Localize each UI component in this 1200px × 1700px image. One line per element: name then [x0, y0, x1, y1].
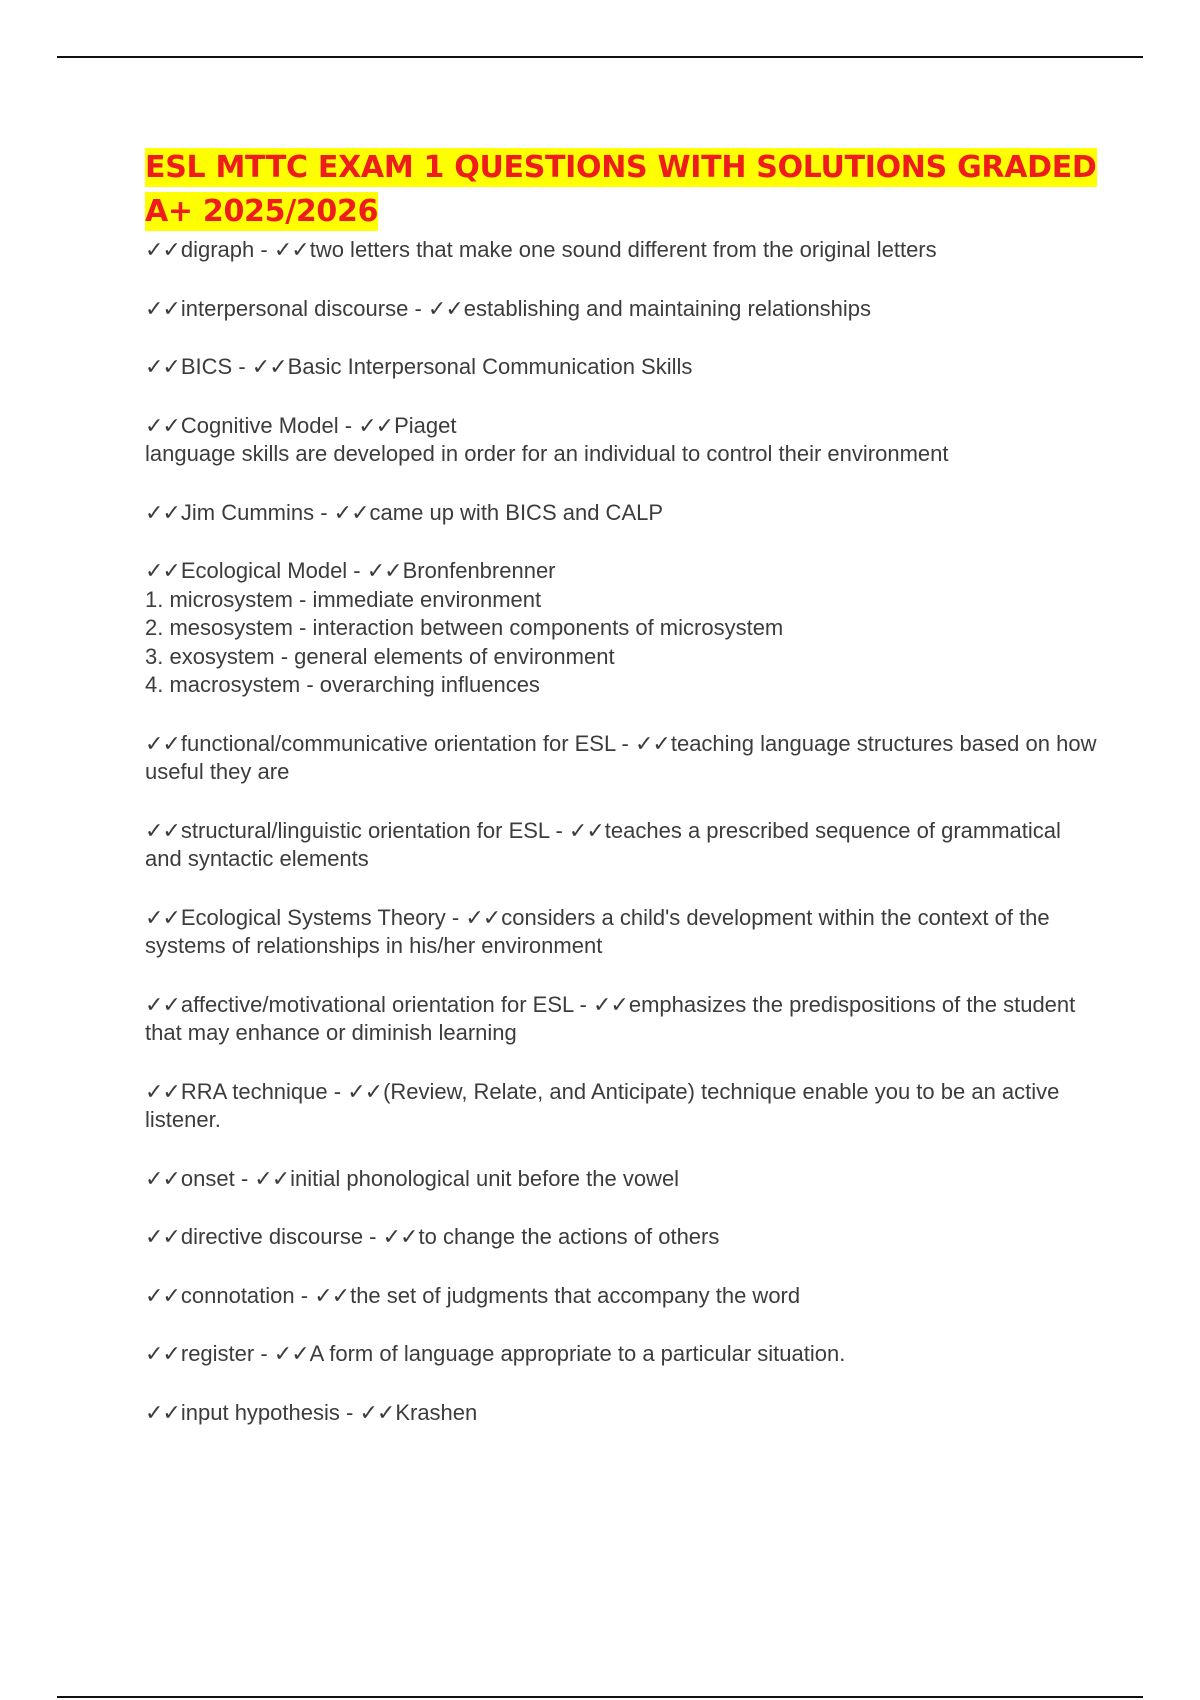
qa-definition: Krashen — [395, 1399, 478, 1425]
qa-separator: - — [294, 1282, 315, 1308]
document-title — [145, 146, 1100, 234]
qa-entry-main-line — [145, 991, 1100, 1048]
qa-entry — [145, 1399, 1100, 1428]
checkmark-icon: ✓✓ — [145, 1341, 180, 1366]
checkmark-icon: ✓✓ — [359, 1399, 395, 1425]
checkmark-icon: ✓✓ — [145, 558, 180, 583]
qa-separator: - — [232, 354, 252, 379]
qa-entry — [145, 817, 1100, 874]
checkmark-icon: ✓✓ — [145, 1224, 180, 1249]
qa-separator: - — [363, 1224, 383, 1249]
checkmark-icon: ✓✓ — [145, 730, 180, 756]
checkmark-icon: ✓✓ — [273, 237, 309, 262]
checkmark-icon: ✓✓ — [145, 499, 180, 525]
qa-entry-main-line — [145, 236, 1100, 265]
qa-entry — [145, 730, 1100, 787]
checkmark-icon: ✓✓ — [568, 817, 604, 843]
qa-term: Jim Cummins — [180, 499, 315, 525]
qa-term: Cognitive Model — [180, 412, 339, 438]
qa-entry-main-line — [145, 730, 1100, 787]
qa-entry-main-line — [145, 557, 1100, 586]
qa-definition: A form of language appropriate to a particular situation. — [309, 1341, 846, 1366]
qa-entry — [145, 412, 1100, 469]
qa-definition: (Review, Relate, and Anticipate) technique enable you to be an active listener. — [145, 1078, 1060, 1132]
qa-definition: considers a child's development within the context of the systems of relationships in his/her environment — [145, 904, 1050, 958]
checkmark-icon: ✓✓ — [145, 412, 180, 438]
qa-separator: - — [549, 817, 569, 843]
checkmark-icon: ✓✓ — [254, 1165, 290, 1191]
checkmark-icon: ✓✓ — [145, 1399, 180, 1425]
qa-term: input hypothesis — [180, 1399, 340, 1425]
checkmark-icon: ✓✓ — [314, 1282, 350, 1308]
checkmark-icon: ✓✓ — [145, 354, 180, 379]
qa-term: Ecological Systems Theory — [180, 904, 446, 930]
qa-separator: - — [254, 1341, 274, 1366]
top-rule — [57, 56, 1143, 58]
qa-entry — [145, 904, 1100, 961]
qa-entry — [145, 1282, 1100, 1311]
qa-term: digraph — [180, 237, 255, 262]
qa-term: directive discourse — [180, 1224, 364, 1249]
qa-entry-main-line — [145, 817, 1100, 874]
checkmark-icon: ✓✓ — [145, 991, 180, 1017]
qa-separator: - — [234, 1165, 255, 1191]
qa-entry — [145, 1078, 1100, 1135]
checkmark-icon: ✓✓ — [347, 1078, 383, 1104]
checkmark-icon: ✓✓ — [251, 354, 287, 379]
qa-separator: - — [254, 237, 274, 262]
document-body — [145, 146, 1100, 1457]
checkmark-icon: ✓✓ — [634, 730, 670, 756]
qa-definition: teaches a prescribed sequence of grammatical and syntactic elements — [145, 817, 1061, 871]
qa-term: functional/communicative orientation for ESL — [180, 730, 616, 756]
qa-definition: initial phonological unit before the vowel — [290, 1165, 680, 1191]
qa-entry-main-line — [145, 1399, 1100, 1428]
qa-entry-main-line — [145, 353, 1100, 382]
bottom-rule — [57, 1696, 1143, 1698]
checkmark-icon: ✓✓ — [382, 1224, 418, 1249]
qa-entry — [145, 236, 1100, 265]
qa-term: affective/motivational orientation for ESL — [180, 991, 574, 1017]
checkmark-icon: ✓✓ — [145, 237, 180, 262]
qa-entry-main-line — [145, 1282, 1100, 1311]
checkmark-icon: ✓✓ — [145, 1282, 180, 1308]
qa-entry-main-line — [145, 295, 1100, 324]
qa-entry — [145, 1165, 1100, 1194]
qa-definition: establishing and maintaining relationships — [463, 295, 872, 321]
qa-separator: - — [573, 991, 593, 1017]
qa-separator: - — [615, 730, 635, 756]
qa-separator: - — [339, 1399, 360, 1425]
qa-term: Ecological Model — [180, 558, 348, 583]
qa-definition: to change the actions of others — [418, 1224, 720, 1249]
checkmark-icon: ✓✓ — [145, 904, 180, 930]
qa-entry-main-line — [145, 904, 1100, 961]
qa-term: onset — [180, 1165, 235, 1191]
checkmark-icon: ✓✓ — [145, 1165, 180, 1191]
qa-extra-line: 3. exosystem - general elements of environment — [145, 643, 615, 669]
checkmark-icon: ✓✓ — [145, 817, 180, 843]
qa-entry — [145, 1223, 1100, 1252]
qa-entry — [145, 295, 1100, 324]
qa-definition: Bronfenbrenner — [402, 558, 556, 583]
qa-extra-line: 2. mesosystem - interaction between components of microsystem — [145, 615, 784, 640]
checkmark-icon: ✓✓ — [333, 499, 369, 525]
qa-term: interpersonal discourse — [180, 295, 409, 321]
qa-definition: the set of judgments that accompany the word — [350, 1282, 801, 1308]
qa-definition: emphasizes the predispositions of the student that may enhance or diminish learning — [145, 991, 1076, 1045]
qa-term: connotation — [180, 1282, 295, 1308]
qa-entry-main-line — [145, 1165, 1100, 1194]
qa-extra-line: language skills are developed in order for an individual to control their environment — [145, 441, 949, 466]
qa-extra-line: 1. microsystem - immediate environment — [145, 586, 542, 612]
qa-entry-main-line — [145, 1340, 1100, 1369]
qa-entry — [145, 353, 1100, 382]
qa-entry — [145, 1340, 1100, 1369]
qa-entry-main-line — [145, 412, 1100, 441]
qa-definition: teaching language structures based on how useful they are — [145, 730, 1097, 784]
document-title-text: ESL MTTC EXAM 1 QUESTIONS WITH SOLUTIONS GRADED A+ 2025/2026 — [145, 150, 1097, 229]
checkmark-icon: ✓✓ — [366, 558, 402, 583]
checkmark-icon: ✓✓ — [145, 1078, 180, 1104]
qa-separator: - — [408, 295, 428, 321]
qa-entry-main-line — [145, 499, 1100, 528]
entry-list — [145, 236, 1100, 1427]
qa-separator: - — [347, 558, 367, 583]
qa-entry — [145, 499, 1100, 528]
qa-separator: - — [338, 412, 359, 438]
qa-term: register — [180, 1341, 255, 1366]
qa-separator: - — [327, 1078, 348, 1104]
qa-definition: two letters that make one sound different from the original letters — [309, 237, 937, 262]
checkmark-icon: ✓✓ — [145, 295, 180, 321]
checkmark-icon: ✓✓ — [358, 412, 394, 438]
checkmark-icon: ✓✓ — [465, 904, 501, 930]
qa-definition: came up with BICS and CALP — [369, 499, 664, 525]
qa-separator: - — [445, 904, 466, 930]
qa-term: BICS — [180, 354, 233, 379]
qa-definition: Basic Interpersonal Communication Skills — [287, 354, 693, 379]
checkmark-icon: ✓✓ — [427, 295, 463, 321]
qa-entry-main-line — [145, 1078, 1100, 1135]
qa-term: structural/linguistic orientation for ESL — [180, 817, 550, 843]
qa-separator: - — [314, 499, 334, 525]
qa-entry-main-line — [145, 1223, 1100, 1252]
checkmark-icon: ✓✓ — [593, 991, 628, 1017]
qa-extra-line: 4. macrosystem - overarching influences — [145, 672, 540, 697]
checkmark-icon: ✓✓ — [273, 1341, 309, 1366]
qa-term: RRA technique — [180, 1078, 328, 1104]
qa-entry — [145, 991, 1100, 1048]
qa-entry — [145, 557, 1100, 700]
qa-definition: Piaget — [394, 412, 457, 438]
